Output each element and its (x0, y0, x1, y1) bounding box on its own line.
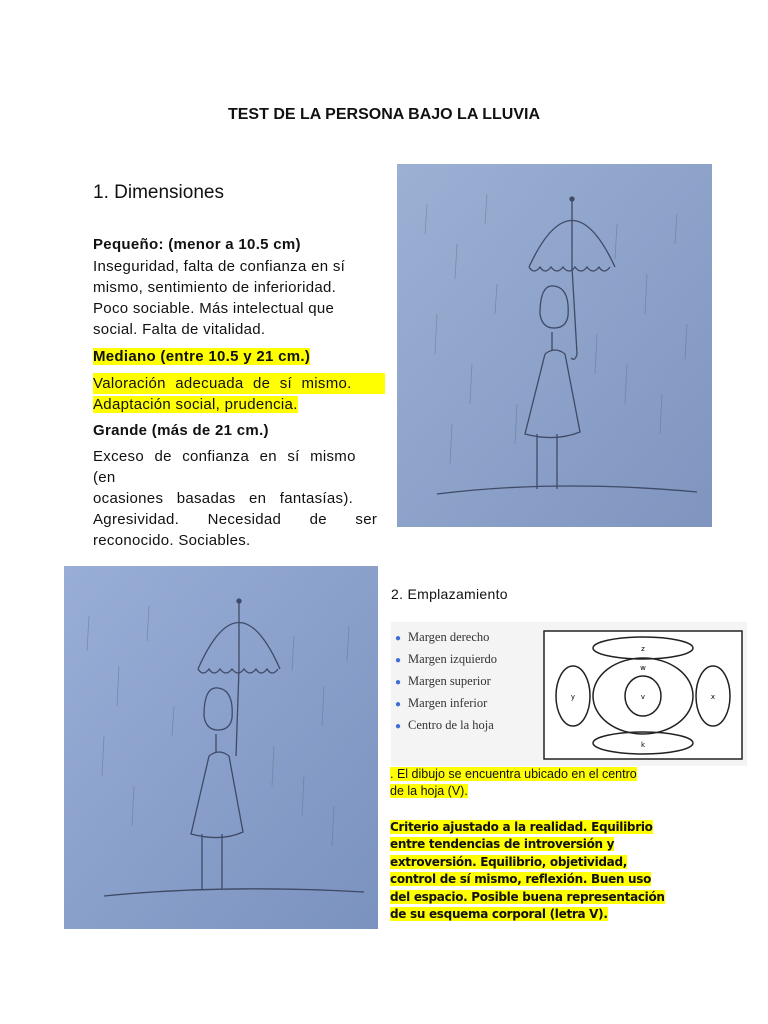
drawing-photo-1 (397, 164, 712, 527)
criteria-line-text: control de sí mismo, reflexión. Buen uso (390, 872, 652, 887)
list-item-label: Margen inferior (408, 696, 488, 710)
medium-line-text: Valoración adecuada de sí mismo. (93, 375, 352, 392)
list-item (395, 692, 497, 714)
drawing-photo-2 (64, 566, 378, 929)
large-line: Exceso de confianza en sí mismo (en (93, 448, 356, 486)
person-under-rain-drawing-icon (397, 164, 712, 527)
note-line (390, 783, 637, 800)
list-item-label: Margen superior (408, 674, 491, 688)
large-line: ocasiones basadas en fantasías). (93, 490, 354, 507)
small-line: Inseguridad, falta de confianza en sí (93, 258, 346, 275)
medium-line-text: Adaptación social, prudencia. (93, 396, 298, 413)
small-label: Pequeño: (menor a 10.5 cm) (93, 236, 301, 253)
list-item (395, 714, 497, 736)
criteria-line (390, 889, 665, 906)
criteria-line (390, 819, 665, 836)
criteria-text (390, 819, 665, 923)
placement-diagram (543, 630, 743, 760)
letter-bottom: k (640, 741, 646, 749)
criteria-line (390, 854, 665, 871)
small-line: Poco sociable. Más intelectual que (93, 300, 335, 317)
medium-label (93, 346, 310, 367)
note-line-text: de la hoja (V). (390, 784, 468, 798)
criteria-line (390, 906, 665, 923)
criteria-line (390, 871, 665, 888)
section-2-heading: 2. Emplazamiento (391, 586, 508, 602)
person-under-rain-drawing-icon (64, 566, 378, 929)
medium-description (93, 373, 385, 415)
letter-left: y (570, 693, 576, 701)
note-line (390, 766, 637, 783)
criteria-line-text: entre tendencias de introversión y (390, 837, 615, 852)
letter-inner-top: w (640, 664, 646, 672)
list-item (395, 648, 497, 670)
list-item (395, 626, 497, 648)
letter-right: x (710, 693, 716, 701)
criteria-line-text: extroversión. Equilibrio, objetividad, (390, 854, 628, 869)
criteria-line-text: Criterio ajustado a la realidad. Equilibrio (390, 820, 653, 834)
section-1-heading: 1. Dimensiones (93, 182, 224, 203)
criteria-line (390, 836, 665, 853)
large-description (93, 446, 385, 551)
page-title: TEST DE LA PERSONA BAJO LA LLUVIA (227, 106, 540, 123)
placement-list (395, 626, 497, 736)
medium-line (93, 373, 385, 394)
small-line: mismo, sentimiento de inferioridad. (93, 279, 337, 296)
criteria-line-text: del espacio. Posible buena representación (390, 889, 665, 904)
small-description (93, 256, 388, 340)
list-item-label: Centro de la hoja (408, 718, 494, 732)
letter-center: v (640, 693, 646, 701)
large-label: Grande (más de 21 cm.) (93, 422, 269, 439)
bullet-icon: ● (395, 655, 402, 666)
bullet-icon: ● (395, 633, 402, 644)
list-item (395, 670, 497, 692)
small-line: social. Falta de vitalidad. (93, 321, 266, 338)
note-line-text: . El dibujo se encuentra ubicado en el centro (390, 767, 637, 781)
bullet-icon: ● (395, 721, 402, 732)
bullet-icon: ● (395, 677, 402, 688)
placement-note (390, 766, 637, 800)
criteria-line-text: de su esquema corporal (letra V). (390, 907, 608, 922)
bullet-icon: ● (395, 699, 402, 710)
letter-top: z (641, 645, 645, 653)
medium-label-text: Mediano (entre 10.5 y 21 cm.) (93, 348, 311, 365)
large-line: Agresividad. Necesidad de ser (93, 511, 378, 528)
medium-line (93, 394, 385, 415)
large-line: reconocido. Sociables. (93, 532, 251, 549)
list-item-label: Margen izquierdo (408, 652, 498, 666)
list-item-label: Margen derecho (408, 630, 490, 644)
placement-reference (391, 622, 747, 766)
